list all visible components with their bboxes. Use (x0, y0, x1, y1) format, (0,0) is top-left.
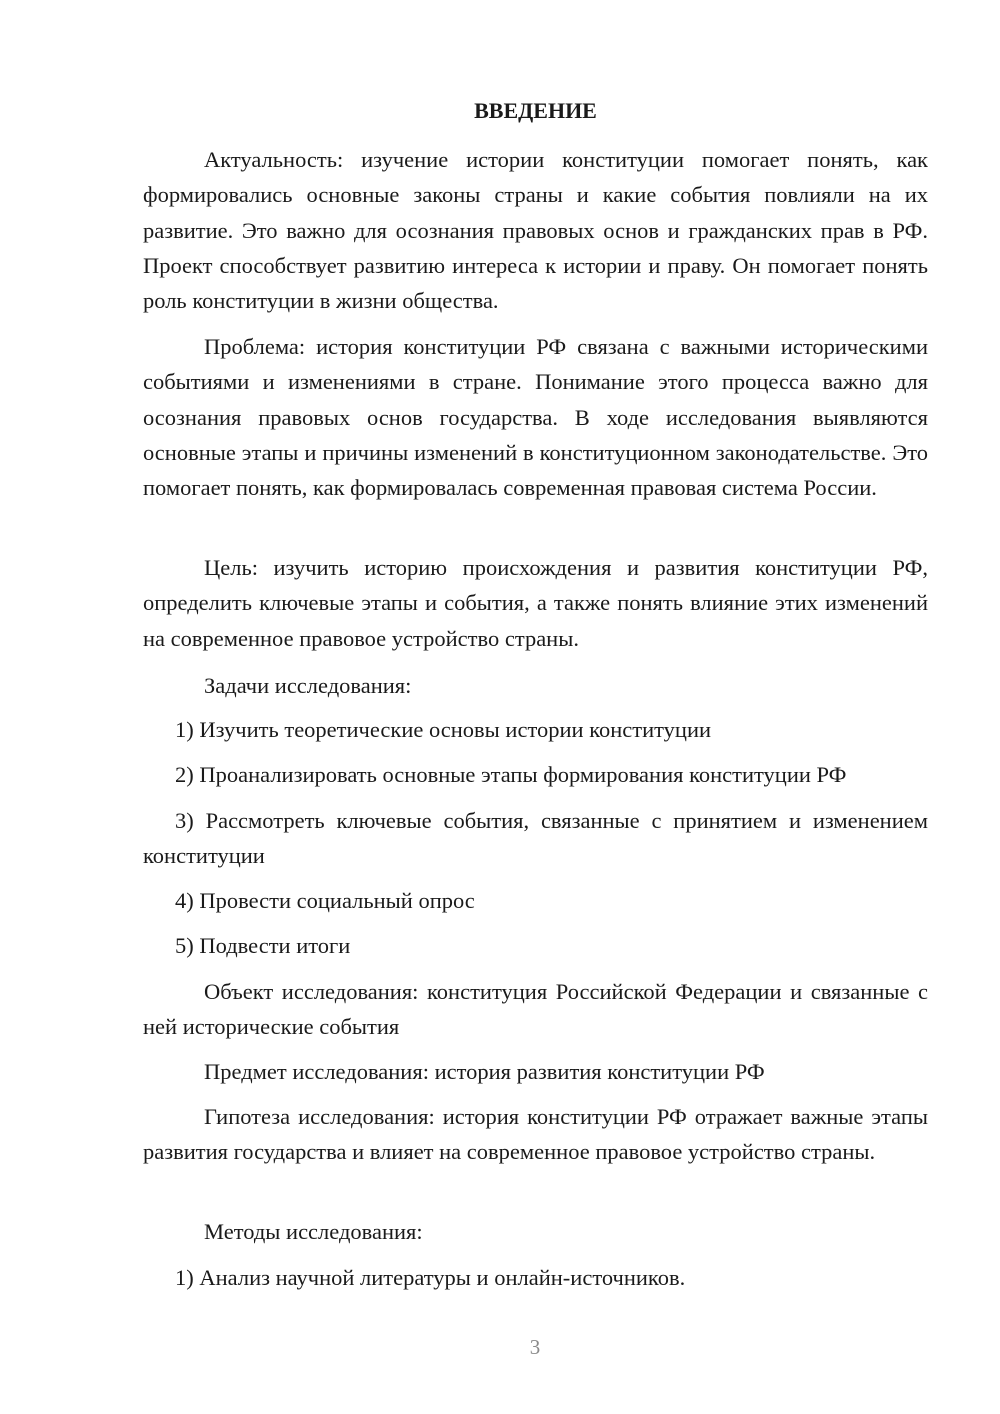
task-item: 1) Изучить теоретические основы истории конституции (175, 717, 712, 742)
task-item: 5) Подвести итоги (175, 933, 351, 958)
paragraph-object: Объект исследования: конституция Российской Федерации и связанные с ней исторические события (143, 979, 928, 1040)
method-item: 1) Анализ научной литературы и онлайн-источников. (175, 1265, 686, 1290)
paragraph-problem: Проблема: история конституции РФ связана с важными историческими событиями и изменениями в стране. Понимание этого процесса важно для осознания правовых основ государства. В ходе исследования выявляются основные этапы и причины изменений в конституционном законодательстве. Это помогает понять, как формировалась современная правовая система России. (143, 334, 928, 501)
paragraph-subject: Предмет исследования: история развития конституции РФ (204, 1059, 765, 1084)
task-item: 3) Рассмотреть ключевые события, связанные с принятием и изменением конституции (143, 808, 928, 869)
paragraph-tasks-heading: Задачи исследования: (204, 673, 412, 698)
paragraph-hypothesis: Гипотеза исследования: история конституции РФ отражает важные этапы развития государства и влияет на современное правовое устройство страны. (143, 1104, 928, 1165)
paragraph-relevance: Актуальность: изучение истории конституции помогает понять, как формировались основные законы страны и какие события повлияли на их развитие. Это важно для осознания правовых основ и гражданских прав в РФ. Проект способствует развитию интереса к истории и праву. Он помогает понять роль конституции в жизни общества. (143, 147, 928, 314)
paragraph-methods-heading: Методы исследования: (204, 1219, 423, 1244)
task-item: 2) Проанализировать основные этапы формирования конституции РФ (175, 762, 847, 787)
page-number: 3 (529, 1335, 541, 1359)
task-item: 4) Провести социальный опрос (175, 888, 475, 913)
section-heading: ВВЕДЕНИЕ (474, 98, 597, 123)
paragraph-goal: Цель: изучить историю происхождения и развития конституции РФ, определить ключевые этапы и события, а также понять влияние этих изменений на современное правовое устройство страны. (143, 555, 928, 651)
